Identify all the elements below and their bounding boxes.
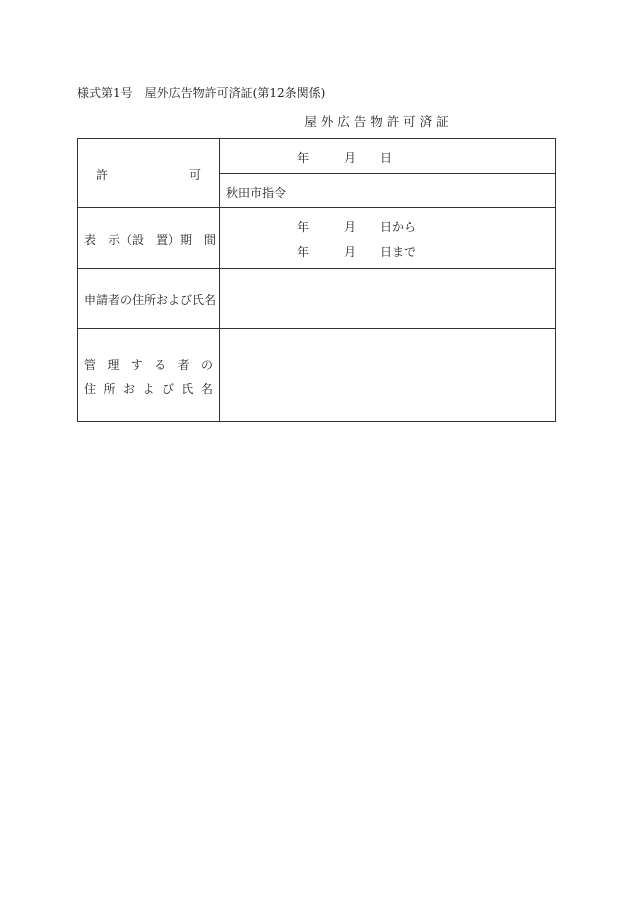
manager-label-line2: [84, 380, 213, 397]
form-number-header: 様式第1号 屋外広告物許可済証(第12条関係): [77, 86, 326, 100]
manager-label-char: る: [154, 358, 167, 372]
manager-label-cell: [78, 329, 220, 421]
manager-label-char: 氏: [181, 382, 194, 396]
period-from-day: 日から: [380, 220, 417, 234]
period-from-month: 月: [344, 220, 357, 234]
permit-date: [297, 149, 392, 166]
manager-value-cell: [220, 329, 555, 421]
manager-label-line1: [84, 356, 213, 373]
display-period-label-cell: [78, 208, 220, 268]
permit-form-table: [77, 138, 556, 422]
display-period-value-cell: [220, 208, 555, 268]
permit-value-cell: [220, 139, 555, 207]
period-to-day: 日まで: [380, 245, 417, 259]
manager-label-char: び: [161, 382, 174, 396]
display-period-label: 表 示（設 置）期 間: [84, 233, 217, 247]
permit-label-cell: [78, 139, 220, 207]
permit-date-month: 月: [344, 151, 357, 165]
manager-label-char: す: [130, 358, 143, 372]
document-title: [0, 112, 630, 130]
permit-date-year: 年: [297, 151, 310, 165]
permit-row: [78, 139, 555, 208]
applicant-value-cell: [220, 269, 555, 328]
permit-label-right: 可: [188, 168, 201, 182]
permit-order-text: 秋田市指令: [226, 186, 287, 200]
manager-label-char: 理: [107, 358, 120, 372]
permit-label: [96, 166, 201, 183]
manager-label-char: 名: [200, 382, 213, 396]
manager-label-char: 管: [84, 358, 97, 372]
applicant-row: [78, 269, 555, 329]
document-title-text: 屋 外 広 告 物 許 可 済 証: [304, 114, 449, 129]
period-to-year: 年: [297, 245, 310, 259]
manager-label-char: 者: [177, 358, 190, 372]
applicant-label: 申請者の住所および氏名: [84, 293, 217, 307]
manager-label-char: の: [200, 358, 213, 372]
permit-date-subrow: [220, 139, 555, 174]
manager-label-char: お: [122, 382, 135, 396]
manager-row: [78, 329, 555, 421]
period-from-date: [297, 218, 416, 235]
manager-label-char: よ: [142, 382, 155, 396]
permit-order-subrow: [220, 174, 555, 208]
period-from-year: 年: [297, 220, 310, 234]
permit-date-day: 日: [380, 151, 393, 165]
applicant-label-cell: [78, 269, 220, 328]
permit-label-left: 許: [96, 168, 109, 182]
period-to-date: [297, 243, 416, 260]
manager-label-char: 住: [84, 382, 97, 396]
manager-label-char: 所: [103, 382, 116, 396]
period-to-month: 月: [344, 245, 357, 259]
display-period-row: [78, 208, 555, 269]
